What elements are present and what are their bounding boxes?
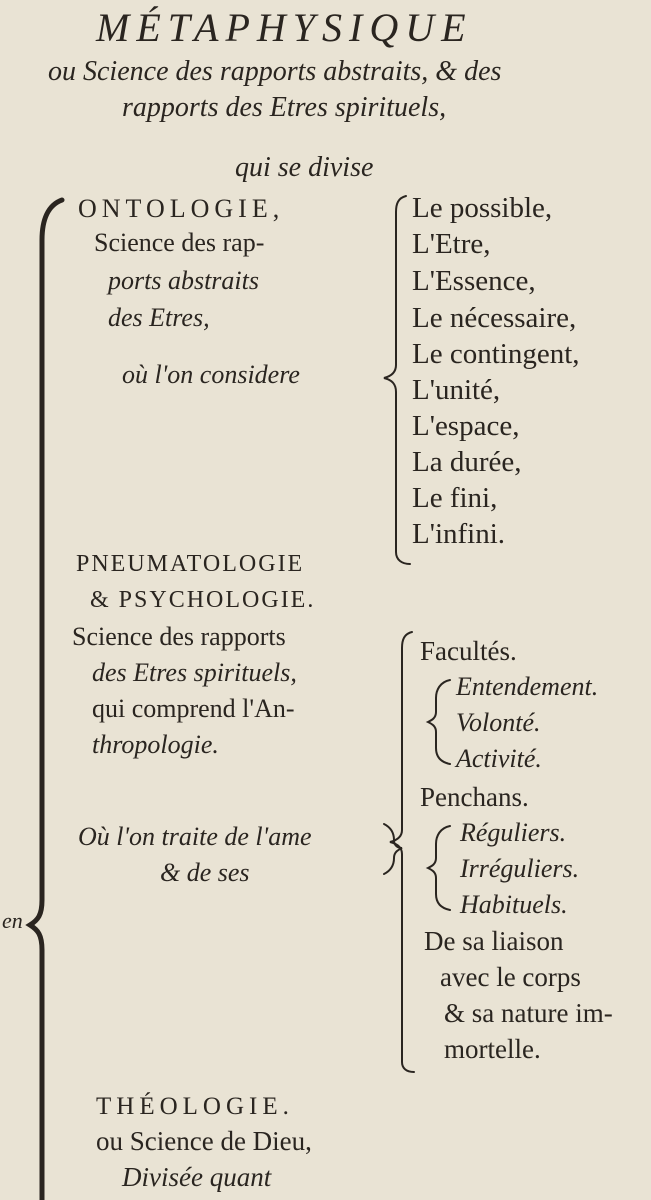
ontologie-item: La durée,: [412, 446, 522, 478]
ontologie-item: L'Etre,: [412, 228, 491, 260]
penchans-item: Réguliers.: [460, 818, 567, 847]
subtitle-line-1: ou Science des rapports abstraits, & des: [48, 56, 502, 87]
penchans-brace: [428, 826, 450, 910]
pneumatologie-desc-2: des Etres spirituels,: [92, 658, 297, 687]
ontologie-bracket: [384, 196, 410, 564]
liaison-line: & sa nature im-: [444, 998, 613, 1028]
ontologie-item: L'Essence,: [412, 265, 536, 297]
pneumatologie-treats-2: & de ses: [160, 858, 250, 887]
pneumatologie-desc-3: qui comprend l'An-: [92, 694, 295, 723]
theologie-desc-2: Divisée quant: [122, 1162, 272, 1192]
penchans-item: Irréguliers.: [460, 854, 580, 883]
facultes-item: Activité.: [456, 744, 542, 773]
penchans-item: Habituels.: [460, 890, 568, 919]
page-title: MÉTAPHYSIQUE: [96, 5, 473, 50]
pneumatologie-treats-1: Où l'on traite de l'ame: [78, 822, 312, 851]
ontologie-considers: où l'on considere: [122, 360, 300, 389]
liaison-line: De sa liaison: [424, 926, 564, 956]
facultes-brace: [428, 680, 450, 764]
pneumatologie-desc-1: Science des rapports: [72, 622, 286, 651]
ontologie-heading: ONTOLOGIE,: [78, 194, 285, 223]
theologie-desc-text: ou Science de Dieu,: [96, 1126, 312, 1156]
treats-brace: [384, 824, 402, 874]
ontologie-desc-3: des Etres,: [108, 303, 210, 332]
main-brace: [30, 200, 62, 1200]
subtitle-line-2: rapports des Etres spirituels,: [122, 92, 447, 123]
pneumatologie-bracket: [390, 632, 414, 1072]
ontologie-item: Le fini,: [412, 482, 498, 514]
facultes-item: Entendement.: [456, 672, 599, 701]
penchans-heading: Penchans.: [420, 782, 529, 812]
ontologie-item: L'unité,: [412, 374, 501, 406]
ontologie-desc-2: ports abstraits: [108, 266, 259, 295]
theologie-desc-1: [96, 1128, 312, 1155]
divides-text: qui se divise: [235, 152, 374, 183]
en-label: en: [2, 908, 23, 933]
liaison-line: avec le corps: [440, 962, 581, 992]
ontologie-desc-1: Science des rap-: [94, 228, 265, 257]
ontologie-item: Le nécessaire,: [412, 302, 577, 334]
ontologie-item: L'espace,: [412, 410, 520, 442]
pneumatologie-desc-4: thropologie.: [92, 730, 219, 759]
facultes-item: Volonté.: [456, 708, 541, 737]
theologie-heading: THÉOLOGIE.: [96, 1093, 294, 1120]
pneumatologie-heading-1: PNEUMATOLOGIE: [76, 551, 305, 577]
ontologie-item: L'infini.: [412, 518, 506, 550]
liaison-line: mortelle.: [444, 1034, 541, 1064]
ontologie-item: Le contingent,: [412, 338, 580, 370]
pneumatologie-heading-2: & PSYCHOLOGIE.: [90, 587, 316, 613]
ontologie-item: Le possible,: [412, 192, 553, 224]
facultes-heading: Facultés.: [420, 636, 517, 666]
